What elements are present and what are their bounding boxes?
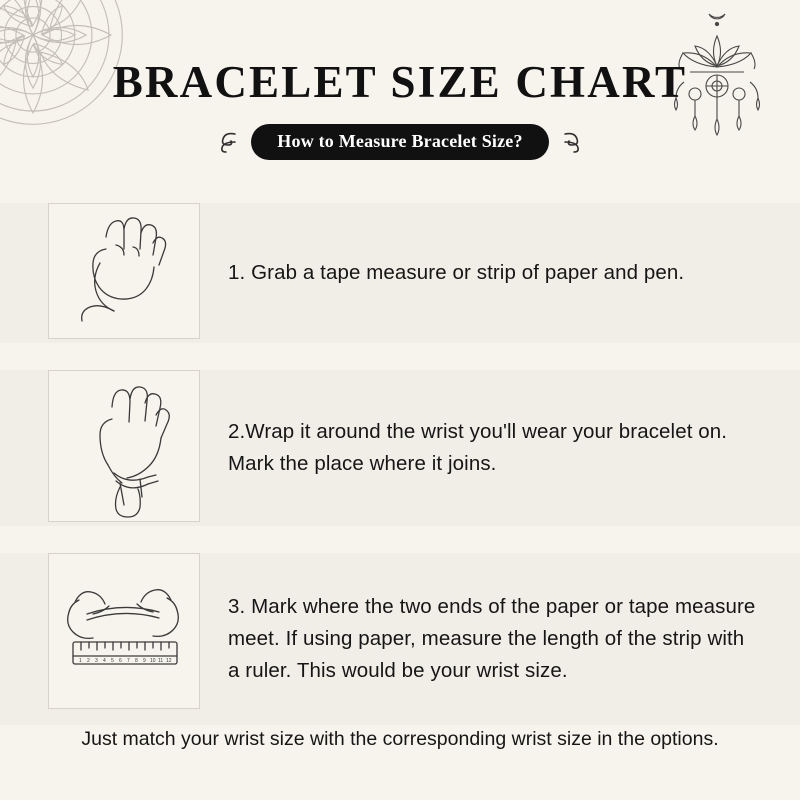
footer-note: Just match your wrist size with the corresponding wrist size in the options. <box>81 728 719 750</box>
page-title: BRACELET SIZE CHART <box>112 57 688 107</box>
svg-text:4: 4 <box>103 658 106 664</box>
step-text: 2.Wrap it around the wrist you'll wear your bracelet on. Mark the place where it joins. <box>228 420 728 475</box>
svg-text:11: 11 <box>158 658 164 664</box>
swirl-flourish-icon-right <box>559 129 585 155</box>
subtitle-row <box>0 124 800 160</box>
svg-text:3: 3 <box>95 658 98 664</box>
step-text: 1. Grab a tape measure or strip of paper and pen. <box>228 261 685 285</box>
svg-text:6: 6 <box>119 658 122 664</box>
step-text: 3. Mark where the two ends of the paper or tape measure meet. If using paper, measure the length of the strip with a ruler. This would be your wrist size. <box>228 595 756 682</box>
svg-text:1: 1 <box>79 658 82 664</box>
step-row <box>0 553 800 725</box>
svg-text:10: 10 <box>150 658 156 664</box>
svg-text:8: 8 <box>135 658 138 664</box>
hand-with-tape-around-wrist-icon <box>48 370 200 522</box>
step-row <box>0 203 800 343</box>
steps-list <box>0 203 800 752</box>
svg-text:7: 7 <box>127 658 130 664</box>
step-row <box>0 370 800 526</box>
hands-measuring-paper-with-ruler-icon <box>48 553 200 709</box>
hand-fist-with-tape-icon <box>48 203 200 339</box>
svg-text:5: 5 <box>111 658 114 664</box>
svg-text:9: 9 <box>143 658 146 664</box>
swirl-flourish-icon-left <box>215 129 241 155</box>
svg-text:2: 2 <box>87 658 90 664</box>
subtitle-pill: How to Measure Bracelet Size? <box>251 124 548 160</box>
svg-text:12: 12 <box>166 658 172 664</box>
